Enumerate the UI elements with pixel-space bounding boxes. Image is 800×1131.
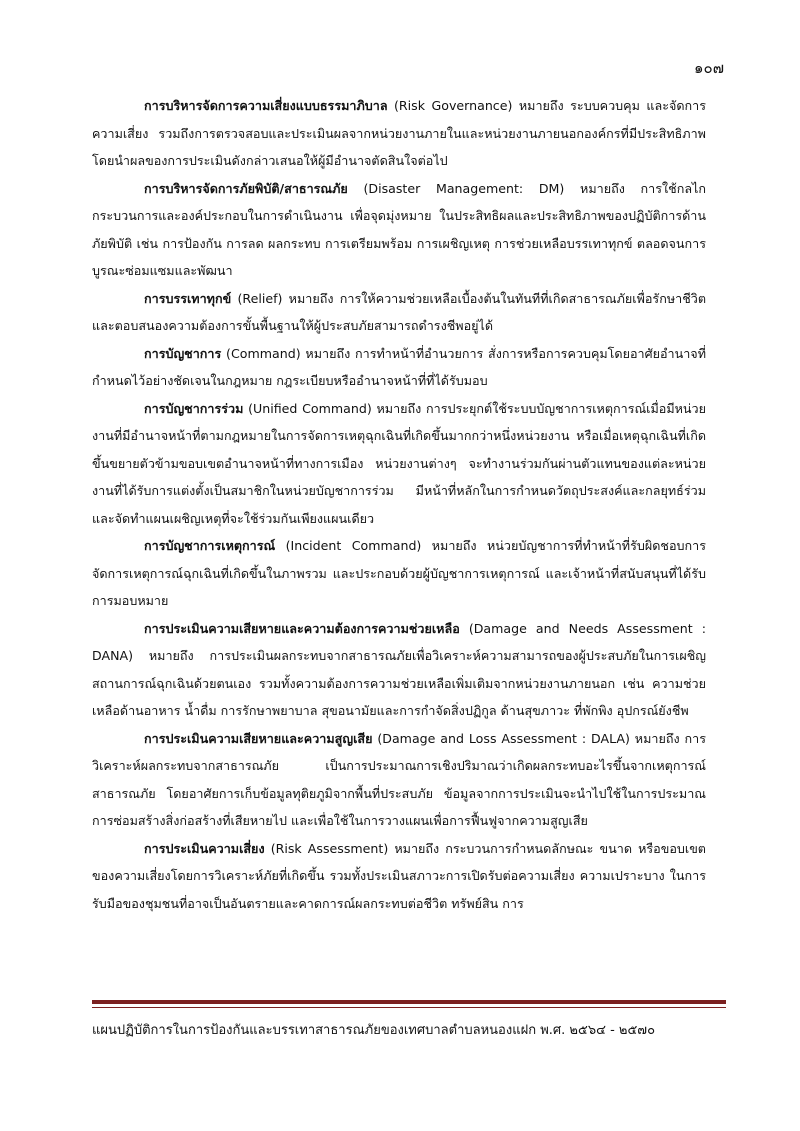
term-definition: (Unified Command) หมายถึง การประยุกต์ใช้ระบบบัญชาการเหตุการณ์เมื่อมีหน่วยงานที่มีอำนาจหน้าที่ตามกฎหมายในการจัดการเหตุฉุกเฉินที่เกิดขึ้นมากกว่าหนึ่งหน่วยงาน หรือเมื่อเหตุฉุกเฉินที่เกิดขึ้นขยายตัวข้ามขอบเขตอำนาจหน้าที่ทางการเมือง หน่วยงานต่างๆ จะทำงานร่วมกันผ่านตัวแทนของแต่ละหน่วยงานที่ได้รับการแต่งตั้งเป็นสมาชิกในหน่วยบัญชาการร่วม มีหน้าที่หลักในการกำหนดวัตถุประสงค์และกลยุทธ์ร่วม และจัดทำแผนเผชิญเหตุที่จะใช้ร่วมกันเพียงแผนเดียว <box>92 400 706 526</box>
footer-rule-thick <box>92 1000 726 1004</box>
term-heading: การประเมินความเสียหายและความสูญเสีย <box>144 730 373 746</box>
term-heading: การบัญชาการ <box>144 345 222 361</box>
glossary-entry-disaster-management <box>92 175 706 285</box>
footer-text: แผนปฏิบัติการในการป้องกันและบรรเทาสาธารณภัยของเทศบาลตำบลหนองแฝก พ.ศ. ๒๕๖๔ - ๒๕๗๐ <box>92 1023 656 1038</box>
term-heading: การบัญชาการร่วม <box>144 400 244 416</box>
term-definition: (Risk Assessment) หมายถึง กระบวนการกำหนดลักษณะ ขนาด หรือขอบเขตของความเสี่ยงโดยการวิเคราะห์ภัยที่เกิดขึ้น รวมทั้งประเมินสภาวะการเปิดรับต่อความเสี่ยง ความเปราะบาง ในการรับมือของชุมชนที่อาจเป็นอันตรายและคาดการณ์ผลกระทบต่อชีวิต ทรัพย์สิน การ <box>92 840 706 911</box>
glossary-entry-command <box>92 340 706 395</box>
term-definition: (Damage and Loss Assessment : DALA) หมายถึง การวิเคราะห์ผลกระทบจากสาธารณภัย เป็นการประมาณการเชิงปริมาณว่าเกิดผลกระทบอะไรขึ้นจากเหตุการณ์สาธารณภัย โดยอาศัยการเก็บข้อมูลทุติยภูมิจากพื้นที่ประสบภัย ข้อมูลจากการประเมินจะนำไปใช้ในการประมาณการซ่อมสร้างสิ่งก่อสร้างที่เสียหายไป และเพื่อใช้ในการวางแผนเพื่อการฟื้นฟูจากความสูญเสีย <box>92 730 706 828</box>
glossary-entry-unified-command <box>92 395 706 533</box>
glossary-entry-risk-assessment <box>92 835 706 918</box>
footer-rule-thin <box>92 1007 726 1008</box>
term-heading: การบรรเทาทุกข์ <box>144 290 232 306</box>
term-heading: การบริหารจัดการภัยพิบัติ/สาธารณภัย <box>144 180 348 196</box>
glossary-entry-risk-governance <box>92 92 706 175</box>
term-heading: การประเมินความเสี่ยง <box>144 840 265 856</box>
term-heading: การบริหารจัดการความเสี่ยงแบบธรรมาภิบาล <box>144 98 388 113</box>
term-definition: (Command) หมายถึง การทำหน้าที่อำนวยการ สั่งการหรือการควบคุมโดยอาศัยอำนาจที่กำหนดไว้อย่างชัดเจนในกฎหมาย กฎระเบียบหรืออำนาจหน้าที่ที่ได้รับมอบ <box>92 345 706 388</box>
glossary-entry-incident-command <box>92 532 706 615</box>
term-definition: (Damage and Needs Assessment : DANA) หมายถึง การประเมินผลกระทบจากสาธารณภัยเพื่อวิเคราะห์ความสามารถของผู้ประสบภัยในการเผชิญสถานการณ์ฉุกเฉินด้วยตนเอง รวมทั้งความต้องการความช่วยเหลือเพิ่มเติมจากหน่วยงานภายนอก เช่น ความช่วยเหลือด้านอาหาร น้ำดื่ม การรักษาพยาบาล สุขอนามัยและการกำจัดสิ่งปฏิกูล ด้านสุขภาวะ ที่พักพิง อุปกรณ์ยังชีพ <box>92 620 706 718</box>
term-definition: (Disaster Management: DM) หมายถึง การใช้กลไกกระบวนการและองค์ประกอบในการดำเนินงาน เพื่อจุดมุ่งหมาย ในประสิทธิผลและประสิทธิภาพของปฏิบัติการด้านภัยพิบัติ เช่น การป้องกัน การลด ผลกระทบ การเตรียมพร้อม การเผชิญเหตุ การช่วยเหลือบรรเทาทุกข์ ตลอดจนการบูรณะซ่อมแซมและพัฒนา <box>92 180 706 278</box>
term-heading: การบัญชาการเหตุการณ์ <box>144 538 276 553</box>
term-definition: (Risk Governance) หมายถึง ระบบควบคุม และจัดการความเสี่ยง รวมถึงการตรวจสอบและประเมินผลจากหน่วยงานภายในและหน่วยงานภายนอกองค์กรที่มีประสิทธิภาพ โดยนำผลของการประเมินดังกล่าวเสนอให้ผู้มีอำนาจตัดสินใจต่อไป <box>92 98 706 168</box>
glossary-entry-dala <box>92 725 706 835</box>
term-definition: (Incident Command) หมายถึง หน่วยบัญชาการที่ทำหน้าที่รับผิดชอบการจัดการเหตุการณ์ฉุกเฉินที่เกิดขึ้นในภาพรวม และประกอบด้วยผู้บัญชาการเหตุการณ์ และเจ้าหน้าที่สนับสนุนที่ได้รับการมอบหมาย <box>92 538 706 608</box>
term-definition: (Relief) หมายถึง การให้ความช่วยเหลือเบื้องต้นในทันทีที่เกิดสาธารณภัยเพื่อรักษาชีวิตและตอบสนองความต้องการขั้นพื้นฐานให้ผู้ประสบภัยสามารถดำรงชีพอยู่ได้ <box>92 290 706 333</box>
page-number: ๑๐๗ <box>694 59 724 77</box>
glossary-body <box>92 92 706 917</box>
glossary-entry-relief <box>92 285 706 340</box>
term-heading: การประเมินความเสียหายและความต้องการความช่วยเหลือ <box>144 620 460 636</box>
glossary-entry-dana <box>92 615 706 725</box>
